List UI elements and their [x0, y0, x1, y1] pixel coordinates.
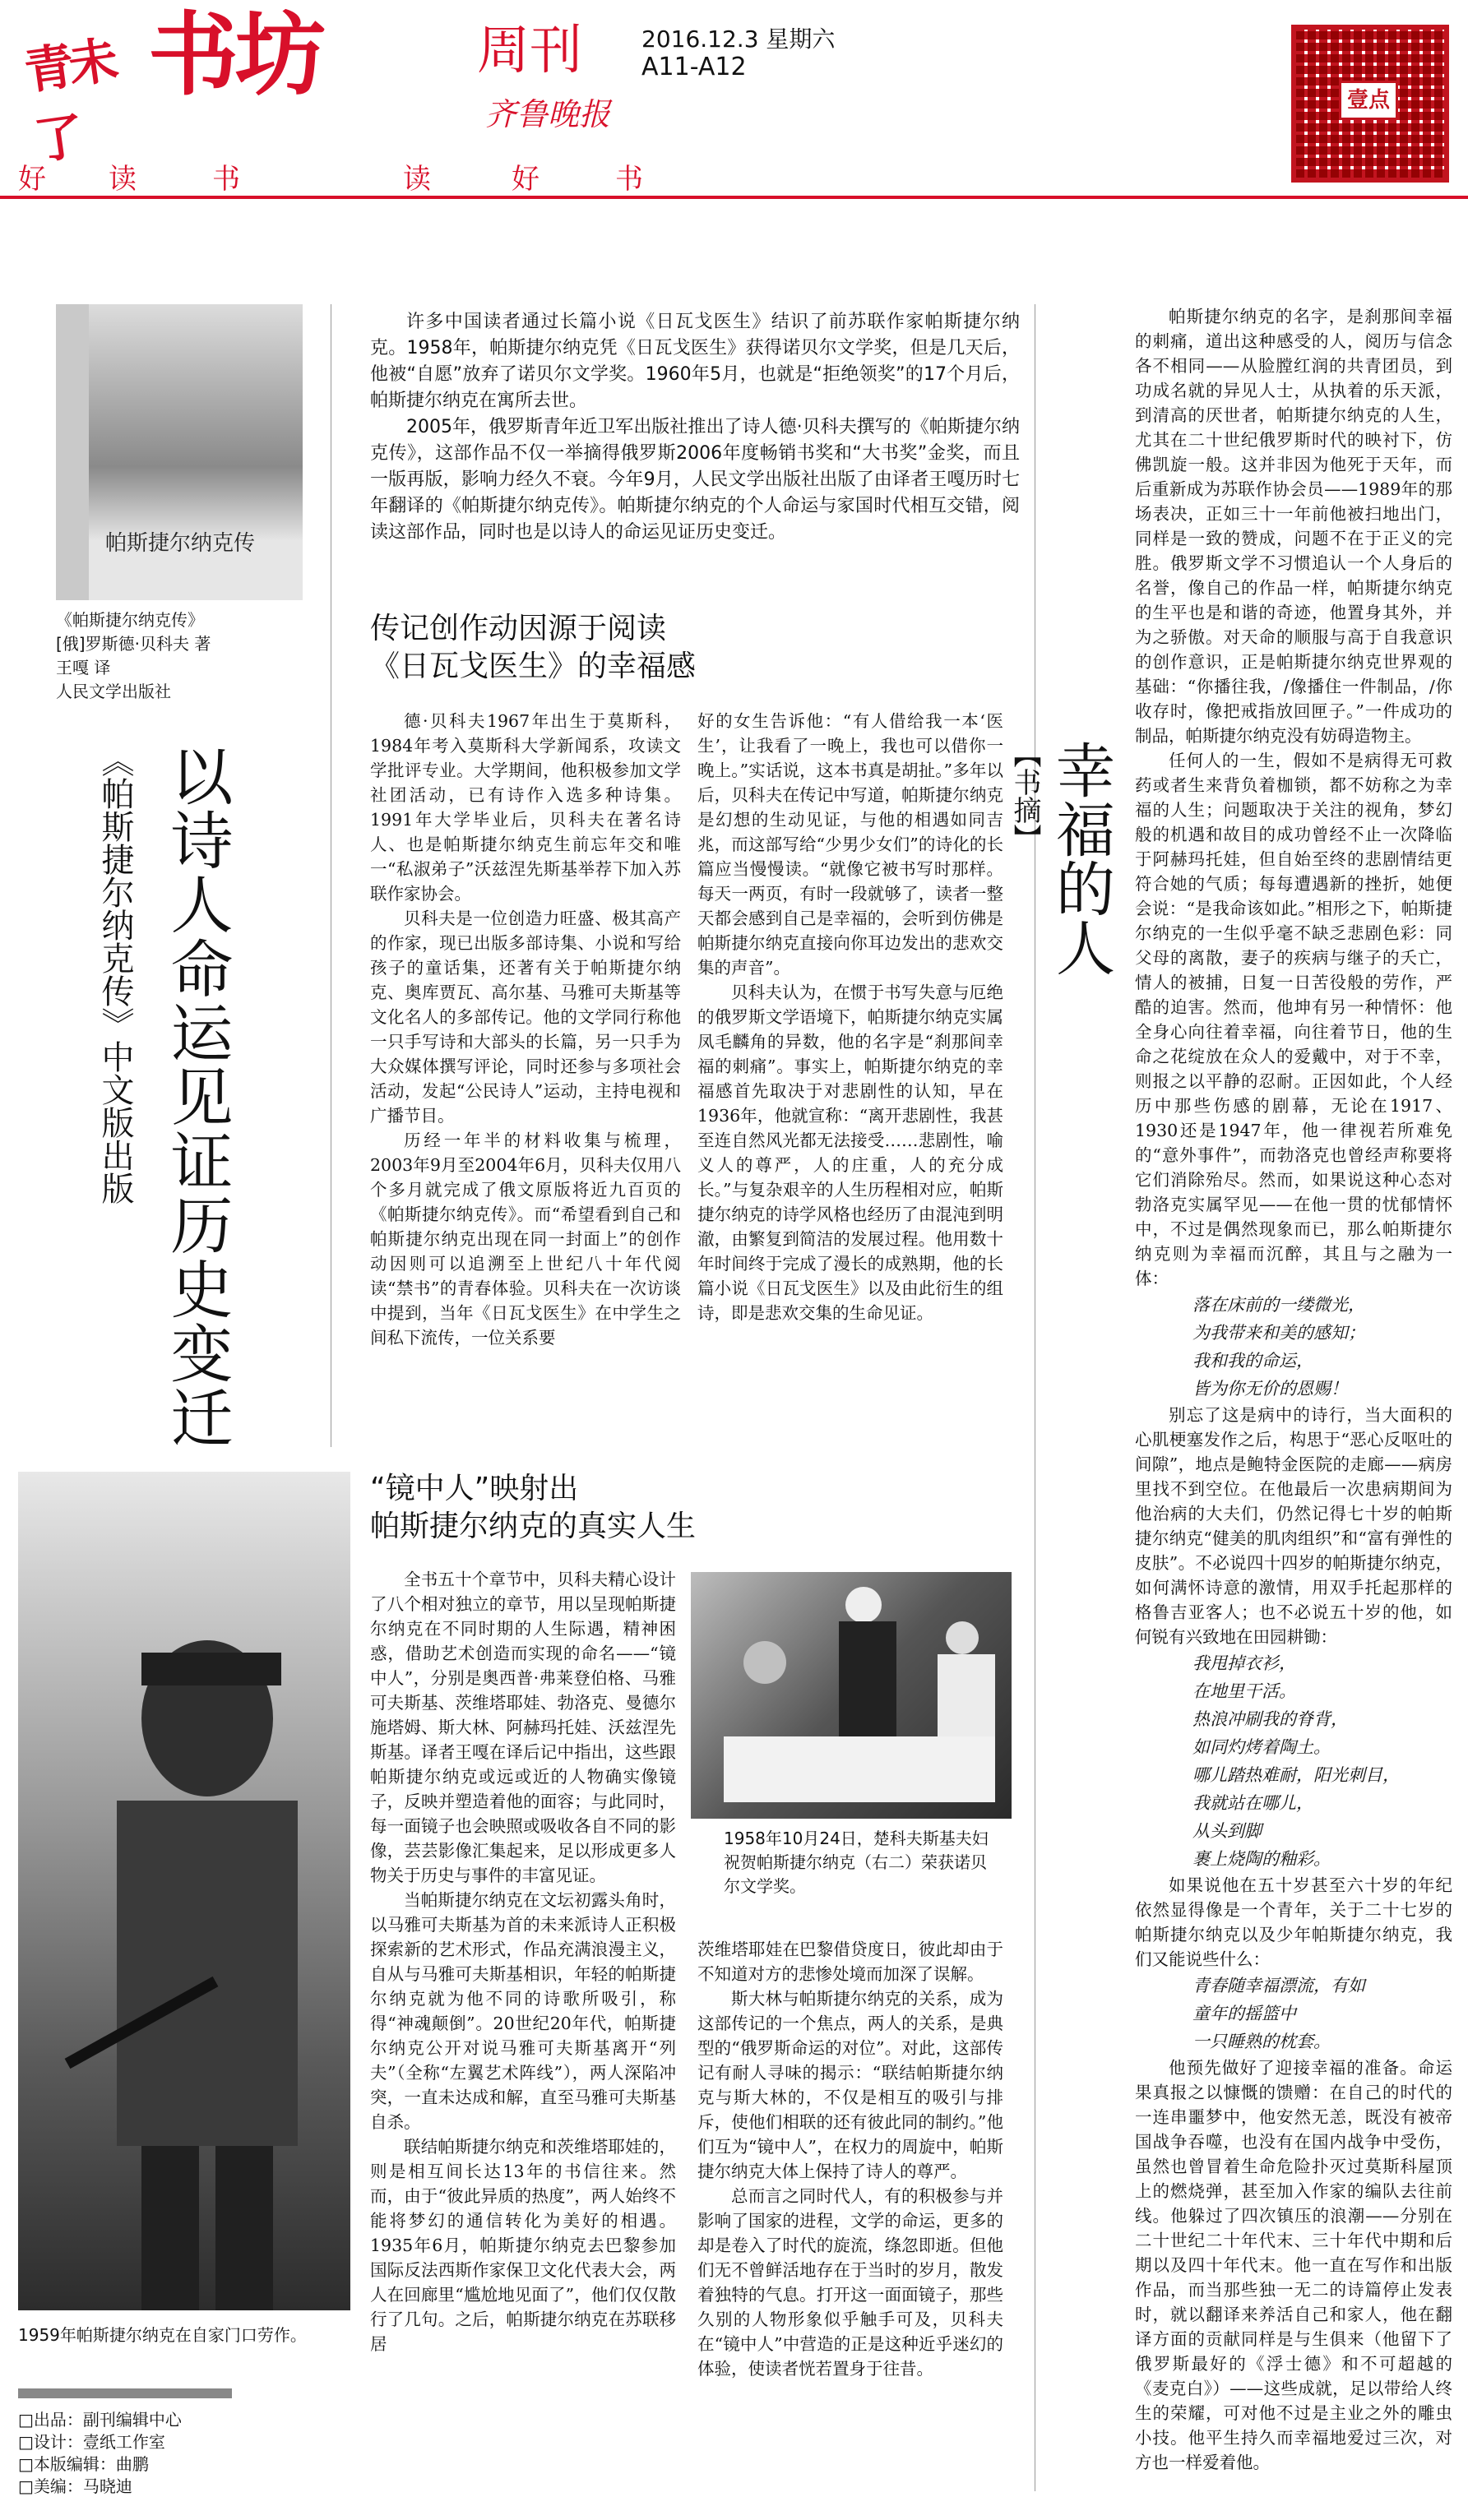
section1-col-b: [697, 709, 1003, 1325]
brand-title: 书坊: [148, 2, 322, 108]
paragraph: 德·贝科夫1967年出生于莫斯科，1984年考入莫斯科大学新闻系，攻读文学批评专业。大学期间，他积极参加文学社团活动，已有诗作入选多种诗集。1991年大学毕业后，贝科夫在著名诗人、也是帕斯捷尔纳克生前忘年交和唯一“私淑弟子”沃兹涅先斯基举荐下加入苏联作家协会。: [370, 711, 681, 904]
book-cover: [56, 304, 303, 600]
poem-line: 为我带来和美的感知；: [1192, 1323, 1365, 1343]
issue-date: 2016.12.3 星期六: [641, 25, 836, 53]
poem: [1135, 1649, 1452, 1873]
headline-main: 以诗人命运见证历史变迁: [160, 744, 234, 1450]
poem: [1135, 1972, 1452, 2055]
slogan-char: 读: [403, 163, 431, 196]
section1-col-a: [370, 709, 681, 1350]
paragraph: 当帕斯捷尔纳克在文坛初露头角时，以马雅可夫斯基为首的未来派诗人正积极探索新的艺术形式，作品充满浪漫主义，自从与马雅可夫斯基相识，年轻的帕斯捷尔纳克就为他不同的诗歌所吸引，称得“神魂颠倒”。20世纪20年代，帕斯捷尔纳克公开对说马雅可夫斯基离开“列夫”（全称“左翼艺术阵线”），两人深陷冲突，一直未达成和解，直至马雅可夫斯基自杀。: [370, 1890, 676, 2132]
credit-line: □本版编辑：曲鹏: [18, 2454, 149, 2474]
slogan-char: 好: [18, 163, 46, 196]
brand-weekly: 周刊: [477, 21, 582, 81]
lead-paragraph: 许多中国读者通过长篇小说《日瓦戈医生》结识了前苏联作家帕斯捷尔纳克。1958年，帕斯捷尔纳克凭《日瓦戈医生》获得诺贝尔文学奖，但是几天后，他被“自愿”放弃了诺贝尔文学奖。1960年5月，也就是“拒绝领奖”的17个月后，帕斯捷尔纳克在寓所去世。: [370, 312, 1020, 411]
credit-line: □出品：副刊编辑中心: [18, 2410, 182, 2430]
paragraph: 历经一年半的材料收集与梳理，2003年9月至2004年6月，贝科夫仅用八个多月就完成了俄文原版将近九百页的《帕斯捷尔纳克传》。而“希望看到自己和帕斯捷尔纳克出现在同一封面上”的创作动因则可以追溯至上世纪八十年代阅读“禁书”的青春体验。贝科夫在一次访谈中提到，当年《日瓦戈医生》在中学生之间私下流传，一位关系要: [370, 1131, 681, 1348]
headline-sub: 《帕斯捷尔纳克传》中文版出版: [96, 744, 134, 1205]
paragraph: 总而言之同时代人，有的积极参与并影响了国家的进程，文学的命运，更多的却是卷入了时代的旋流，绦忽即逝。但他们无不曾鲜活地存在于当时的岁月，散发着独特的气息。打开这一面面镜子，那些久别的人物形象似乎触手可及，贝科夫在“镜中人”中营造的正是这种近乎迷幻的体验，使读者恍若置身于往昔。: [697, 2186, 1003, 2379]
poem: [1135, 1291, 1452, 1403]
paragraph: 好的女生告诉他：“有人借给我一本‘医生’，让我看了一晚上，我也可以借你一晚上。”实话说，这本书真是胡扯。”多年以后，贝科夫在传记中写道，帕斯捷尔纳克是幻想的生动见证，与他的相遇如同吉兆，而这部写给“少男少女们”的诗化的长篇应当慢慢读。“就像它被书写时那样。每天一两页，有时一段就够了，读者一整天都会感到自己是幸福的，会听到仿佛是帕斯捷尔纳克直接向你耳边发出的悲欢交集的声音”。: [697, 711, 1003, 978]
section1-title: [370, 610, 995, 686]
excerpt-body: [1135, 304, 1452, 2475]
poem-line: 我和我的命运，: [1192, 1351, 1313, 1371]
excerpt-tag: 【书摘】: [1008, 740, 1041, 852]
photo-pasternak-working: [18, 1472, 350, 2310]
section2-col-b: [697, 1937, 1003, 2381]
poem-line: 在地里干活。: [1192, 1681, 1296, 1701]
credits: [18, 2409, 182, 2498]
credit-line: □设计：壹纸工作室: [18, 2432, 165, 2452]
brand-logo: 青未了: [21, 31, 118, 172]
credits-bar: [18, 2388, 232, 2398]
paragraph: 如果说他在五十岁甚至六十岁的年纪依然显得像是一个青年，关于二十七岁的帕斯捷尔纳克以及少年帕斯捷尔纳克，我们又能说些什么：: [1135, 1875, 1452, 1969]
paragraph: 别忘了这是病中的诗行，当大面积的心肌梗塞发作之后，构思于“恶心反呕吐的间隙”，地点是鲍特金医院的走廊——病房里找不到空位。在他最后一次患病期间为他治病的大夫们，仍然记得七十岁的帕斯捷尔纳克“健美的肌肉组织”和“富有弹性的皮肤”。不必说四十四岁的帕斯捷尔纳克，如何满怀诗意的激情，用双手托起那样的格鲁吉亚客人；也不必说五十岁的他，如何锐有兴致地在田园耕锄：: [1135, 1405, 1452, 1647]
section2-title: [370, 1470, 995, 1546]
poem-line: 从头到脚: [1192, 1821, 1262, 1841]
slogan-char: 书: [615, 163, 643, 196]
poem-line: 我就站在哪儿，: [1192, 1793, 1313, 1813]
photo-main-caption: 1958年10月24日，楚科夫斯基夫妇祝贺帕斯捷尔纳克（右二）荣获诺贝尔文学奖。: [724, 1829, 989, 1896]
masthead-divider: [0, 196, 1468, 199]
paragraph: 茨维塔耶娃在巴黎借贷度日，彼此却由于不知道对方的悲惨处境而加深了误解。: [697, 1940, 1003, 1984]
book-info: [56, 608, 303, 704]
slogan-char: 好: [512, 163, 540, 196]
section2-col-a: [370, 1567, 676, 2356]
slogan-char: 读: [109, 163, 137, 196]
issue-pages: A11-A12: [641, 53, 747, 81]
section1-title-line: 传记创作动因源于阅读: [370, 612, 667, 645]
book-author: [俄]罗斯德·贝科夫 著: [56, 634, 211, 654]
book-translator: 王嘎 译: [56, 658, 111, 677]
book-title: 《帕斯捷尔纳克传》: [56, 610, 204, 630]
paragraph: 全书五十个章节中，贝科夫精心设计了八个相对独立的章节，用以呈现帕斯捷尔纳克在不同时期的人生际遇，精神困惑，借助艺术创造而实现的命名——“镜中人”，分别是奥西普·弗莱登伯格、马雅可夫斯基、茨维塔耶娃、勃洛克、曼德尔施塔姆、斯大林、阿赫玛托娃、沃兹涅先斯基。译者王嘎在译后记中指出，这些跟帕斯捷尔纳克或远或近的人物确实像镜子，反映并塑造着他的面容；与此同时，每一面镜子也会映照或吸收各自不同的影像，芸芸影像汇集起来，足以形成更多人物关于历史与事件的丰富见证。: [370, 1570, 676, 1885]
book-cover-title: 帕斯捷尔纳克传: [105, 531, 256, 556]
poem-line: 落在床前的一缕微光，: [1192, 1295, 1365, 1315]
poem-line: 哪儿踏热难耐，阳光刺目，: [1192, 1765, 1400, 1785]
slogan-char: 书: [212, 163, 240, 196]
paragraph: 帕斯捷尔纳克的名字，是刹那间幸福的刺痛，道出这种感受的人，阅历与信念各不相同——从脸膛红润的共青团员，到功成名就的异见人士，从执着的乐天派，到清高的厌世者，帕斯捷尔纳克的人生，尤其在二十世纪俄罗斯时代的映衬下，仿佛凯旋一般。这并非因为他死于天年，而后重新成为苏联作协会员——1989年的那场表决，正如三十一年前他被扫地出门，同样是一致的赞成，问题不在于正义的完胜。俄罗斯文学不习惯追认一个人身后的名誉，像自己的作品一样，帕斯捷尔纳克的生平也是和谐的奇迹，他置身其外，并为之骄傲。对天命的顺服与高于自我意识的创作意识，正是帕斯捷尔纳克世界观的基础：“你播往我，/像播住一件制品，/你收存时，像把戒指放回匣子。”一件成功的制品，帕斯捷尔纳克没有妨碍造物主。: [1135, 307, 1452, 746]
photo-nobel-celebration: [691, 1572, 1012, 1819]
poem-line: 热浪冲刷我的脊背，: [1192, 1709, 1348, 1729]
lead-paragraph: 2005年，俄罗斯青年近卫军出版社推出了诗人德·贝科夫撰写的《帕斯捷尔纳克传》，这部作品不仅一举摘得俄罗斯2006年度畅销书奖和“大书奖”金奖，而且一版再版，影响力经久不衰。今年9月，人民文学出版社出版了由译者王嘎历时七年翻译的《帕斯捷尔纳克传》。帕斯捷尔纳克的个人命运与家国时代相互交错，阅读这部作品，同时也是以诗人的命运见证历史变迁。: [370, 417, 1020, 543]
credit-line: □美编：马晓迪: [18, 2476, 132, 2496]
poem-line: 青春随幸福漂流，有如: [1192, 1976, 1365, 1995]
paragraph: 联结帕斯捷尔纳克和茨维塔耶娃的，则是相互间长达13年的书信往来。然而，由于“彼此异质的热度”，两人始终不能将梦幻的通信转化为美好的相遇。1935年6月，帕斯捷尔纳克去巴黎参加国际反法西斯作家保卫文化代表大会，两人在回廊里“尴尬地见面了”，他们仅仅散行了几句。之后，帕斯捷尔纳克在苏联移居: [370, 2137, 676, 2354]
paragraph: 任何人的一生，假如不是病得无可救药或者生来背负着枷锁，都不妨称之为幸福的人生；问题取决于关注的视角，梦幻般的机遇和故目的成功曾经不止一次降临于阿赫玛托娃，但自始至终的悲剧情结更符合她的气质；每每遭遇新的挫折，她便会说：“是我命该如此。”相形之下，帕斯捷尔纳克的一生似乎毫不缺乏悲剧色彩：同父母的离散，妻子的疾病与继子的夭亡，情人的被捕，日复一日苦役般的劳作，严酷的迫害。然而，他坤有另一种情怀：他全身心向往着幸福，向往着节日，他的生命之花绽放在众人的爱戴中，对于不幸，则报之以平静的忍耐。正因如此，个人经历中那些伤感的剧幕，无论在1917、1930还是1947年，他一律视若所难免的“意外事件”，而勃洛克也曾经声称要将它们消除殆尽。然而，如果说这种心态对勃洛克实属罕见——在他一贯的忧郁情怀中，不过是偶然现象而已，那么帕斯捷尔纳克则为幸福而沉醉，其且与之融为一体：: [1135, 751, 1452, 1288]
paragraph: 他预先做好了迎接幸福的准备。命运果真报之以慷慨的馈赠：在自己的时代的一连串噩梦中，他安然无恙，既没有被帝国战争吞噬，也没有在国内战争中受伤，虽然也曾冒着生命危险扑灭过莫斯科屋顶上的燃烧弹，甚至加入作家的编队去往前线。他躲过了四次镇压的浪潮——分别在二十世纪二十年代末、三十年代中期和后期以及四十年代末。他一直在写作和出版作品，而当那些独一无二的诗篇停止发表时，就以翻译来养活自己和家人，他在翻译方面的贡献同样是与生俱来（他留下了俄罗斯最好的《浮士德》和不可超越的《麦克白》）——这些成就，足以带给人终生的荣耀，可对他不过是主业之外的雕虫小技。他平生持久而幸福地爱过三次，对方也一样爱着他。: [1135, 2058, 1452, 2472]
paper-name: 齐鲁晚报: [485, 96, 611, 132]
photo-figure: [18, 1472, 350, 2310]
section2-title-line: “镜中人”映射出: [370, 1472, 579, 1505]
paragraph: 贝科夫认为，在惯于书写失意与厄绝的俄罗斯文学语境下，帕斯捷尔纳克实属凤毛麟角的异数，他的名字是“刹那间幸福的刺痛”。事实上，帕斯捷尔纳克的幸福感首先取决于对悲剧性的认知，早在1936年，他就宣称：“离开悲剧性，我甚至连自然风光都无法接受……悲剧性，喻义人的尊严，人的庄重，人的充分成长。”与复杂艰辛的人生历程相对应，帕斯捷尔纳克的诗学风格也经历了由混沌到明澈，由繁复到简洁的发展过程。他用数十年时间终于完成了漫长的成熟期，他的长篇小说《日瓦戈医生》以及由此衍生的组诗，即是悲欢交集的生命见证。: [697, 983, 1003, 1323]
poem-line: 童年的摇篮中: [1192, 2004, 1296, 2023]
poem-line: 裹上烧陶的釉彩。: [1192, 1849, 1331, 1869]
section1-title-line: 《日瓦戈医生》的幸福感: [370, 650, 697, 683]
paragraph: 斯大林与帕斯捷尔纳克的关系，成为这部传记的一个焦点，两人的关系，是典型的“俄罗斯命运的对位”。对此，这部传记有耐人寻味的揭示：“联结帕斯捷尔纳克与斯大林的，不仅是相互的吸引与排斥，使他们相联的还有彼此同的制约。”他们互为“镜中人”，在权力的周旋中，帕斯捷尔纳克大体上保持了诗人的尊严。: [697, 1989, 1003, 2181]
qr-label: 壹点: [1339, 81, 1398, 120]
section2-title-line: 帕斯捷尔纳克的真实人生: [370, 1510, 697, 1543]
paragraph: 贝科夫是一位创造力旺盛、极其高产的作家，现已出版多部诗集、小说和写给孩子的童话集，还著有关于帕斯捷尔纳克、奥库贾瓦、高尔基、马雅可夫斯基等文化名人的多部传记。他的文学同行称他一只手写诗和大部头的长篇，另一只手为大众媒体撰写评论，同时还参与多项社会活动，发起“公民诗人”运动，主持电视和广播节目。: [370, 909, 681, 1126]
poem-line: 如同灼烤着陶土。: [1192, 1737, 1331, 1757]
photo-left-caption: 1959年帕斯捷尔纳克在自家门口劳作。: [18, 2325, 307, 2345]
lead: [370, 309, 1020, 546]
photo-figures: [691, 1572, 1012, 1819]
poem-line: 一只睡熟的枕套。: [1192, 2032, 1331, 2051]
excerpt-title: 幸福的人: [1046, 740, 1115, 977]
poem-line: 我甩掉衣衫，: [1192, 1653, 1296, 1673]
book-publisher: 人民文学出版社: [56, 682, 171, 701]
poem-line: 皆为你无价的恩赐！: [1192, 1379, 1348, 1399]
